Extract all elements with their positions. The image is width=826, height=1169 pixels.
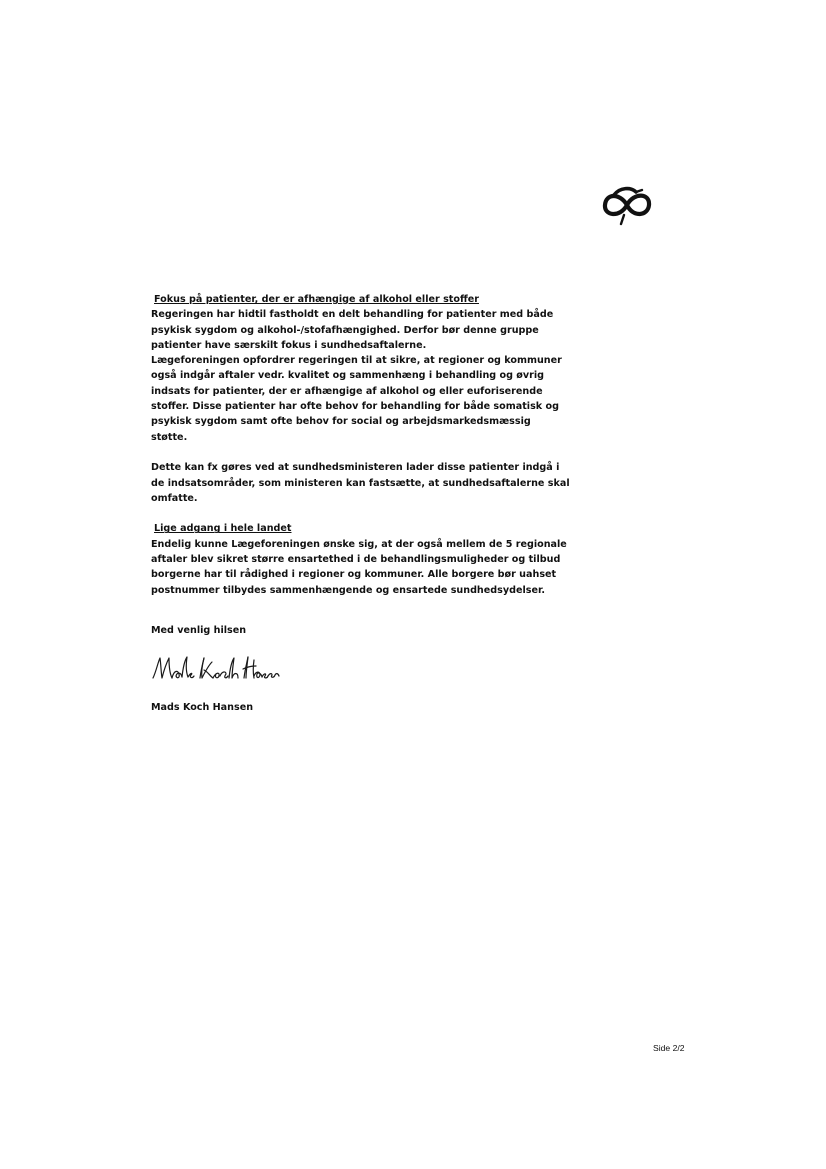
text-line: postnummer tilbydes sammenhængende og ensartede sundhedsydelser. [151, 584, 545, 596]
signer-name: Mads Koch Hansen [151, 702, 254, 713]
text-line: patienter have særskilt fokus i sundhedsaftalerne. [151, 339, 427, 351]
text-line: de indsatsområder, som ministeren kan fastsætte, at sundhedsaftalerne skal [151, 477, 570, 489]
staff-of-asclepius-icon [600, 183, 654, 227]
text-line: aftaler blev sikret større ensartethed i de behandlingsmuligheder og tilbud [151, 554, 561, 566]
letter-body [151, 292, 576, 598]
page-number: Side 2/2 [653, 1043, 685, 1053]
text-line: borgerne har til rådighed i regioner og kommuner. Alle borgere bør uahset [151, 569, 557, 581]
text-line: psykisk sygdom og alkohol-/stofafhængighed. Derfor bør denne gruppe [151, 324, 539, 336]
section-heading-focus: Fokus på patienter, der er afhængige af alkohol eller stoffer [154, 294, 479, 305]
text-line: Lægeforeningen opfordrer regeringen til at sikre, at regioner og kommuner [151, 355, 562, 367]
paragraph-spacer [151, 506, 576, 521]
text-line: Endelig kunne Lægeforeningen ønske sig, at der også mellem de 5 regionale [151, 538, 567, 550]
text-line: indsats for patienter, der er afhængige af alkohol og eller euforiserende [151, 385, 543, 397]
text-line: psykisk sygdom samt ofte behov for social og arbejdsmarkedsmæssig [151, 416, 531, 428]
section-heading-equal-access: Lige adgang i hele landet [154, 523, 292, 535]
text-line: også indgår aftaler vedr. kvalitet og sammenhæng i behandling og øvrig [151, 370, 545, 382]
text-line: stoffer. Disse patienter har ofte behov for behandling for både somatisk og [151, 401, 559, 413]
paragraph-spacer [151, 445, 576, 460]
text-line: omfatte. [151, 492, 198, 504]
handwritten-signature [150, 652, 282, 686]
text-line: Regeringen har hidtil fastholdt en delt behandling for patienter med både [151, 309, 554, 321]
text-line: støtte. [151, 431, 188, 443]
closing-greeting: Med venlig hilsen [151, 625, 247, 636]
text-line: Dette kan fx gøres ved at sundhedsministeren lader disse patienter indgå i [151, 462, 560, 474]
